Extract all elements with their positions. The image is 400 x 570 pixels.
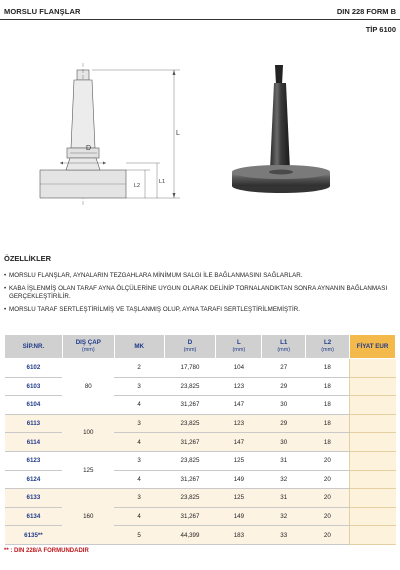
features-list bbox=[4, 272, 396, 314]
price-cell bbox=[350, 433, 396, 452]
col-sip: SİP.NR. bbox=[5, 335, 63, 359]
feature-item: • KABA İŞLENMİŞ OLAN TARAF AYNA ÖLÇÜLERİNE UYGUN OLARAK DELİNİP TORNALANDIKTAN SONRA AYNANIN BAĞLANMASI GERÇEKLEŞTİRİLİR. bbox=[4, 284, 388, 300]
product-photo bbox=[220, 55, 350, 215]
table-row: 6123 125 3 23,825 125 31 20 bbox=[5, 451, 396, 470]
table-row: 6113 100 3 23,825 123 29 18 bbox=[5, 414, 396, 433]
col-d: D (mm) bbox=[164, 335, 216, 359]
header-divider bbox=[0, 19, 400, 20]
technical-drawing bbox=[0, 55, 200, 215]
label-l: L bbox=[176, 130, 180, 137]
price-cell bbox=[350, 414, 396, 433]
col-dis-cap: DIŞ ÇAP (mm) bbox=[62, 335, 114, 359]
label-l2: L2 bbox=[134, 183, 141, 189]
price-cell bbox=[350, 507, 396, 526]
dis-cap-group: 160 bbox=[62, 489, 114, 545]
price-cell bbox=[350, 377, 396, 396]
dis-cap-group: 100 bbox=[62, 414, 114, 451]
feature-item: • MORSLU FLANŞLAR, AYNALARIN TEZGAHLARA MİNİMUM SALGI İLE BAĞLANMASINI SAĞLARLAR. bbox=[4, 272, 303, 279]
table-row: 6103 3 23,825 123 29 18 bbox=[5, 377, 396, 396]
col-l1: L1 (mm) bbox=[262, 335, 306, 359]
spec-table bbox=[4, 334, 396, 545]
table-row: 6133 160 3 23,825 125 31 20 bbox=[5, 489, 396, 508]
features-section bbox=[4, 254, 396, 318]
table-row: 6134 4 31,267 149 32 20 bbox=[5, 507, 396, 526]
bullet-icon: • bbox=[4, 284, 7, 292]
table-row: 6135** 5 44,399 183 33 20 bbox=[5, 526, 396, 545]
price-cell bbox=[350, 451, 396, 470]
bullet-icon: • bbox=[4, 272, 7, 279]
standard-label: DIN 228 FORM B bbox=[336, 7, 396, 16]
label-l1: L1 bbox=[159, 179, 166, 185]
label-d: D bbox=[86, 145, 92, 152]
col-price: FİYAT EUR bbox=[350, 335, 396, 359]
feature-item: • MORSLU TARAF SERTLEŞTİRİLMİŞ VE TAŞLANMIŞ OLUP, AYNA TARAFI SERTLEŞTİRİLMEMİŞTİR. bbox=[4, 305, 301, 313]
col-mk: MK bbox=[114, 335, 164, 359]
type-label: TİP 6100 bbox=[365, 25, 396, 34]
dis-cap-group: 80 bbox=[62, 359, 114, 415]
price-cell bbox=[350, 396, 396, 415]
price-cell bbox=[350, 526, 396, 545]
table-row: 6114 4 31,267 147 30 18 bbox=[5, 433, 396, 452]
col-l: L (mm) bbox=[216, 335, 262, 359]
page-header bbox=[0, 0, 400, 40]
dis-cap-group: 125 bbox=[62, 451, 114, 488]
page-title: MORSLU FLANŞLAR bbox=[4, 7, 81, 16]
footnote: ** : DIN 228/A FORMUNDADIR bbox=[4, 548, 89, 554]
price-cell bbox=[350, 359, 396, 378]
col-l2: L2 (mm) bbox=[306, 335, 350, 359]
table-row: 6102 80 2 17,780 104 27 18 bbox=[5, 359, 396, 378]
price-cell bbox=[350, 489, 396, 508]
features-title: ÖZELLİKLER bbox=[4, 254, 52, 263]
bullet-icon: • bbox=[4, 305, 7, 313]
table-row: 6104 4 31,267 147 30 18 bbox=[5, 396, 396, 415]
table-header-row bbox=[5, 335, 396, 359]
table-row: 6124 4 31,267 149 32 20 bbox=[5, 470, 396, 489]
price-cell bbox=[350, 470, 396, 489]
